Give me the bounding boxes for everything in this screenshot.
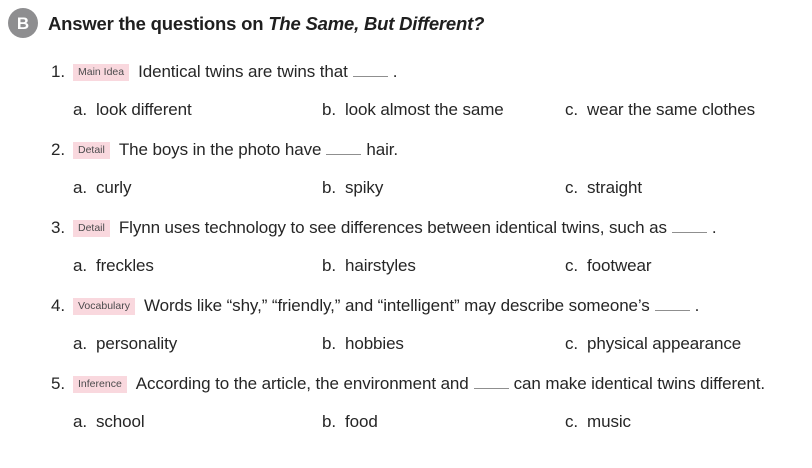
question-5 xyxy=(51,372,803,434)
options-row xyxy=(51,254,803,278)
question-type-tag: Inference xyxy=(73,376,127,393)
option-letter: a. xyxy=(73,178,87,197)
option-a xyxy=(73,410,322,434)
question-number: 5. xyxy=(51,374,65,393)
question-line xyxy=(51,294,803,318)
answer-blank xyxy=(326,152,361,155)
option-text: hobbies xyxy=(344,334,404,353)
option-a xyxy=(73,176,322,200)
option-text: spiky xyxy=(344,178,384,197)
option-a xyxy=(73,332,322,356)
question-type-tag: Detail xyxy=(73,142,110,159)
options-row xyxy=(51,410,803,434)
question-number: 4. xyxy=(51,296,65,315)
question-1 xyxy=(51,60,803,122)
question-type-tag: Main Idea xyxy=(73,64,129,81)
option-text: hairstyles xyxy=(344,256,416,275)
option-letter: c. xyxy=(565,178,579,197)
question-text-pre: The boys in the photo have xyxy=(118,140,322,159)
option-c xyxy=(565,410,803,434)
question-type-tag: Vocabulary xyxy=(73,298,135,315)
option-text: wear the same clothes xyxy=(587,100,756,119)
option-letter: c. xyxy=(565,334,579,353)
title-reading-name: The Same, But Different? xyxy=(268,13,485,34)
question-text-pre: Identical twins are twins that xyxy=(138,62,348,81)
option-letter: b. xyxy=(322,178,336,197)
option-b xyxy=(322,332,565,356)
question-number: 3. xyxy=(51,218,65,237)
questions-list xyxy=(51,60,803,450)
option-letter: c. xyxy=(565,256,579,275)
question-text-post: . xyxy=(711,218,717,237)
option-letter: a. xyxy=(73,412,87,431)
option-b xyxy=(322,410,565,434)
option-text: footwear xyxy=(587,256,652,275)
option-text: straight xyxy=(587,178,642,197)
question-text-pre: Words like “shy,” “friendly,” and “intelligent” may describe someone’s xyxy=(143,296,650,315)
option-letter: c. xyxy=(565,412,579,431)
answer-blank xyxy=(353,74,388,77)
option-text: freckles xyxy=(95,256,154,275)
option-letter: b. xyxy=(322,412,336,431)
question-line xyxy=(51,60,803,84)
answer-blank xyxy=(474,386,509,389)
option-c xyxy=(565,332,803,356)
page-title xyxy=(48,13,484,35)
option-c xyxy=(565,176,803,200)
question-4 xyxy=(51,294,803,356)
option-c xyxy=(565,98,803,122)
option-text: food xyxy=(344,412,378,431)
question-line xyxy=(51,138,803,162)
question-text-post: . xyxy=(392,62,398,81)
question-text-post: can make identical twins different. xyxy=(513,374,765,393)
question-number: 2. xyxy=(51,140,65,159)
option-text: physical appearance xyxy=(587,334,742,353)
option-text: personality xyxy=(95,334,178,353)
option-a xyxy=(73,254,322,278)
option-letter: b. xyxy=(322,334,336,353)
option-text: look almost the same xyxy=(344,100,504,119)
question-text-post: . xyxy=(694,296,700,315)
question-text-pre: Flynn uses technology to see differences between identical twins, such as xyxy=(118,218,667,237)
option-letter: b. xyxy=(322,100,336,119)
options-row xyxy=(51,176,803,200)
option-c xyxy=(565,254,803,278)
option-letter: a. xyxy=(73,100,87,119)
question-text-post: hair. xyxy=(366,140,398,159)
question-number: 1. xyxy=(51,62,65,81)
option-b xyxy=(322,254,565,278)
question-3 xyxy=(51,216,803,278)
option-text: music xyxy=(587,412,631,431)
answer-blank xyxy=(672,230,707,233)
section-badge xyxy=(8,8,38,38)
answer-blank xyxy=(655,308,690,311)
question-2 xyxy=(51,138,803,200)
question-line xyxy=(51,216,803,240)
option-b xyxy=(322,176,565,200)
option-text: look different xyxy=(95,100,192,119)
option-letter: a. xyxy=(73,334,87,353)
question-type-tag: Detail xyxy=(73,220,110,237)
option-text: curly xyxy=(95,178,132,197)
option-b xyxy=(322,98,565,122)
section-badge-label: B xyxy=(16,13,30,33)
options-row xyxy=(51,98,803,122)
question-text-pre: According to the article, the environment and xyxy=(135,374,469,393)
options-row xyxy=(51,332,803,356)
question-line xyxy=(51,372,803,396)
title-prefix: Answer the questions on xyxy=(48,13,269,34)
option-text: school xyxy=(95,412,145,431)
option-letter: a. xyxy=(73,256,87,275)
option-a xyxy=(73,98,322,122)
option-letter: c. xyxy=(565,100,579,119)
option-letter: b. xyxy=(322,256,336,275)
